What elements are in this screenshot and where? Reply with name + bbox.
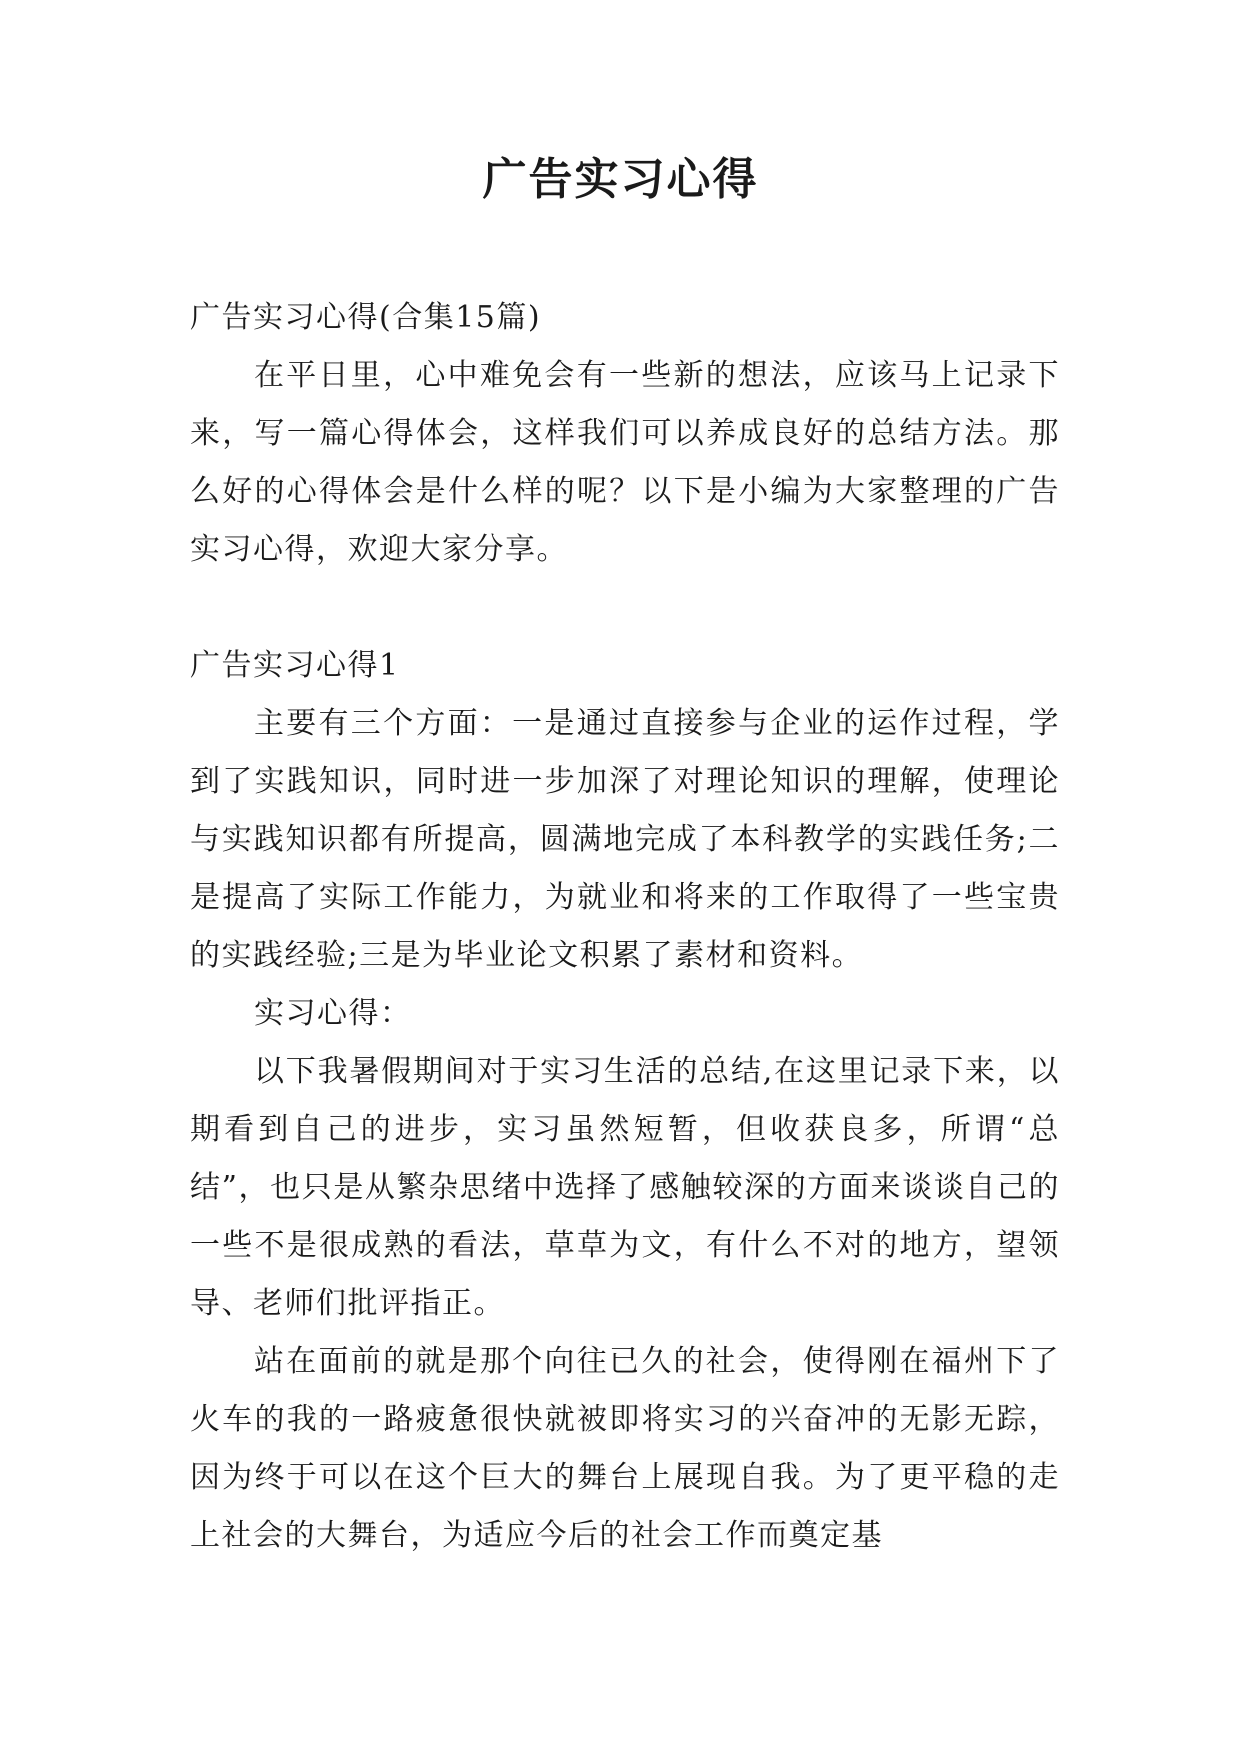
body-paragraph: 站在面前的就是那个向往已久的社会，使得刚在福州下了火车的我的一路疲惫很快就被即将实习的兴奋冲的无影无踪，因为终于可以在这个巨大的舞台上展现自我。为了更平稳的走上社会的大舞台，为适应今后的社会工作而奠定基 bbox=[190, 1344, 1060, 1553]
section-heading: 广告实习心得1 bbox=[190, 648, 400, 683]
body-paragraph: 实习心得： bbox=[254, 996, 412, 1031]
section-spacer bbox=[190, 579, 1060, 637]
document-body bbox=[190, 289, 1060, 1565]
body-paragraph: 主要有三个方面：一是通过直接参与企业的运作过程，学到了实践知识，同时进一步加深了对理论知识的理解，使理论与实践知识都有所提高，圆满地完成了本科教学的实践任务;二是提高了实际工作能力，为就业和将来的工作取得了一些宝贵的实践经验;三是为毕业论文积累了素材和资料。 bbox=[190, 706, 1060, 973]
document-title: 广告实习心得 bbox=[482, 154, 759, 205]
intro-paragraph: 在平日里，心中难免会有一些新的想法，应该马上记录下来，写一篇心得体会，这样我们可以养成良好的总结方法。那么好的心得体会是什么样的呢？以下是小编为大家整理的广告实习心得，欢迎大家分享。 bbox=[190, 358, 1060, 567]
collection-subtitle: 广告实习心得(合集15篇) bbox=[190, 300, 542, 335]
body-paragraph: 以下我暑假期间对于实习生活的总结,在这里记录下来，以期看到自己的进步，实习虽然短暂，但收获良多，所谓“总结”，也只是从繁杂思绪中选择了感触较深的方面来谈谈自己的一些不是很成熟的看法，草草为文，有什么不对的地方，望领导、老师们批评指正。 bbox=[190, 1054, 1060, 1321]
